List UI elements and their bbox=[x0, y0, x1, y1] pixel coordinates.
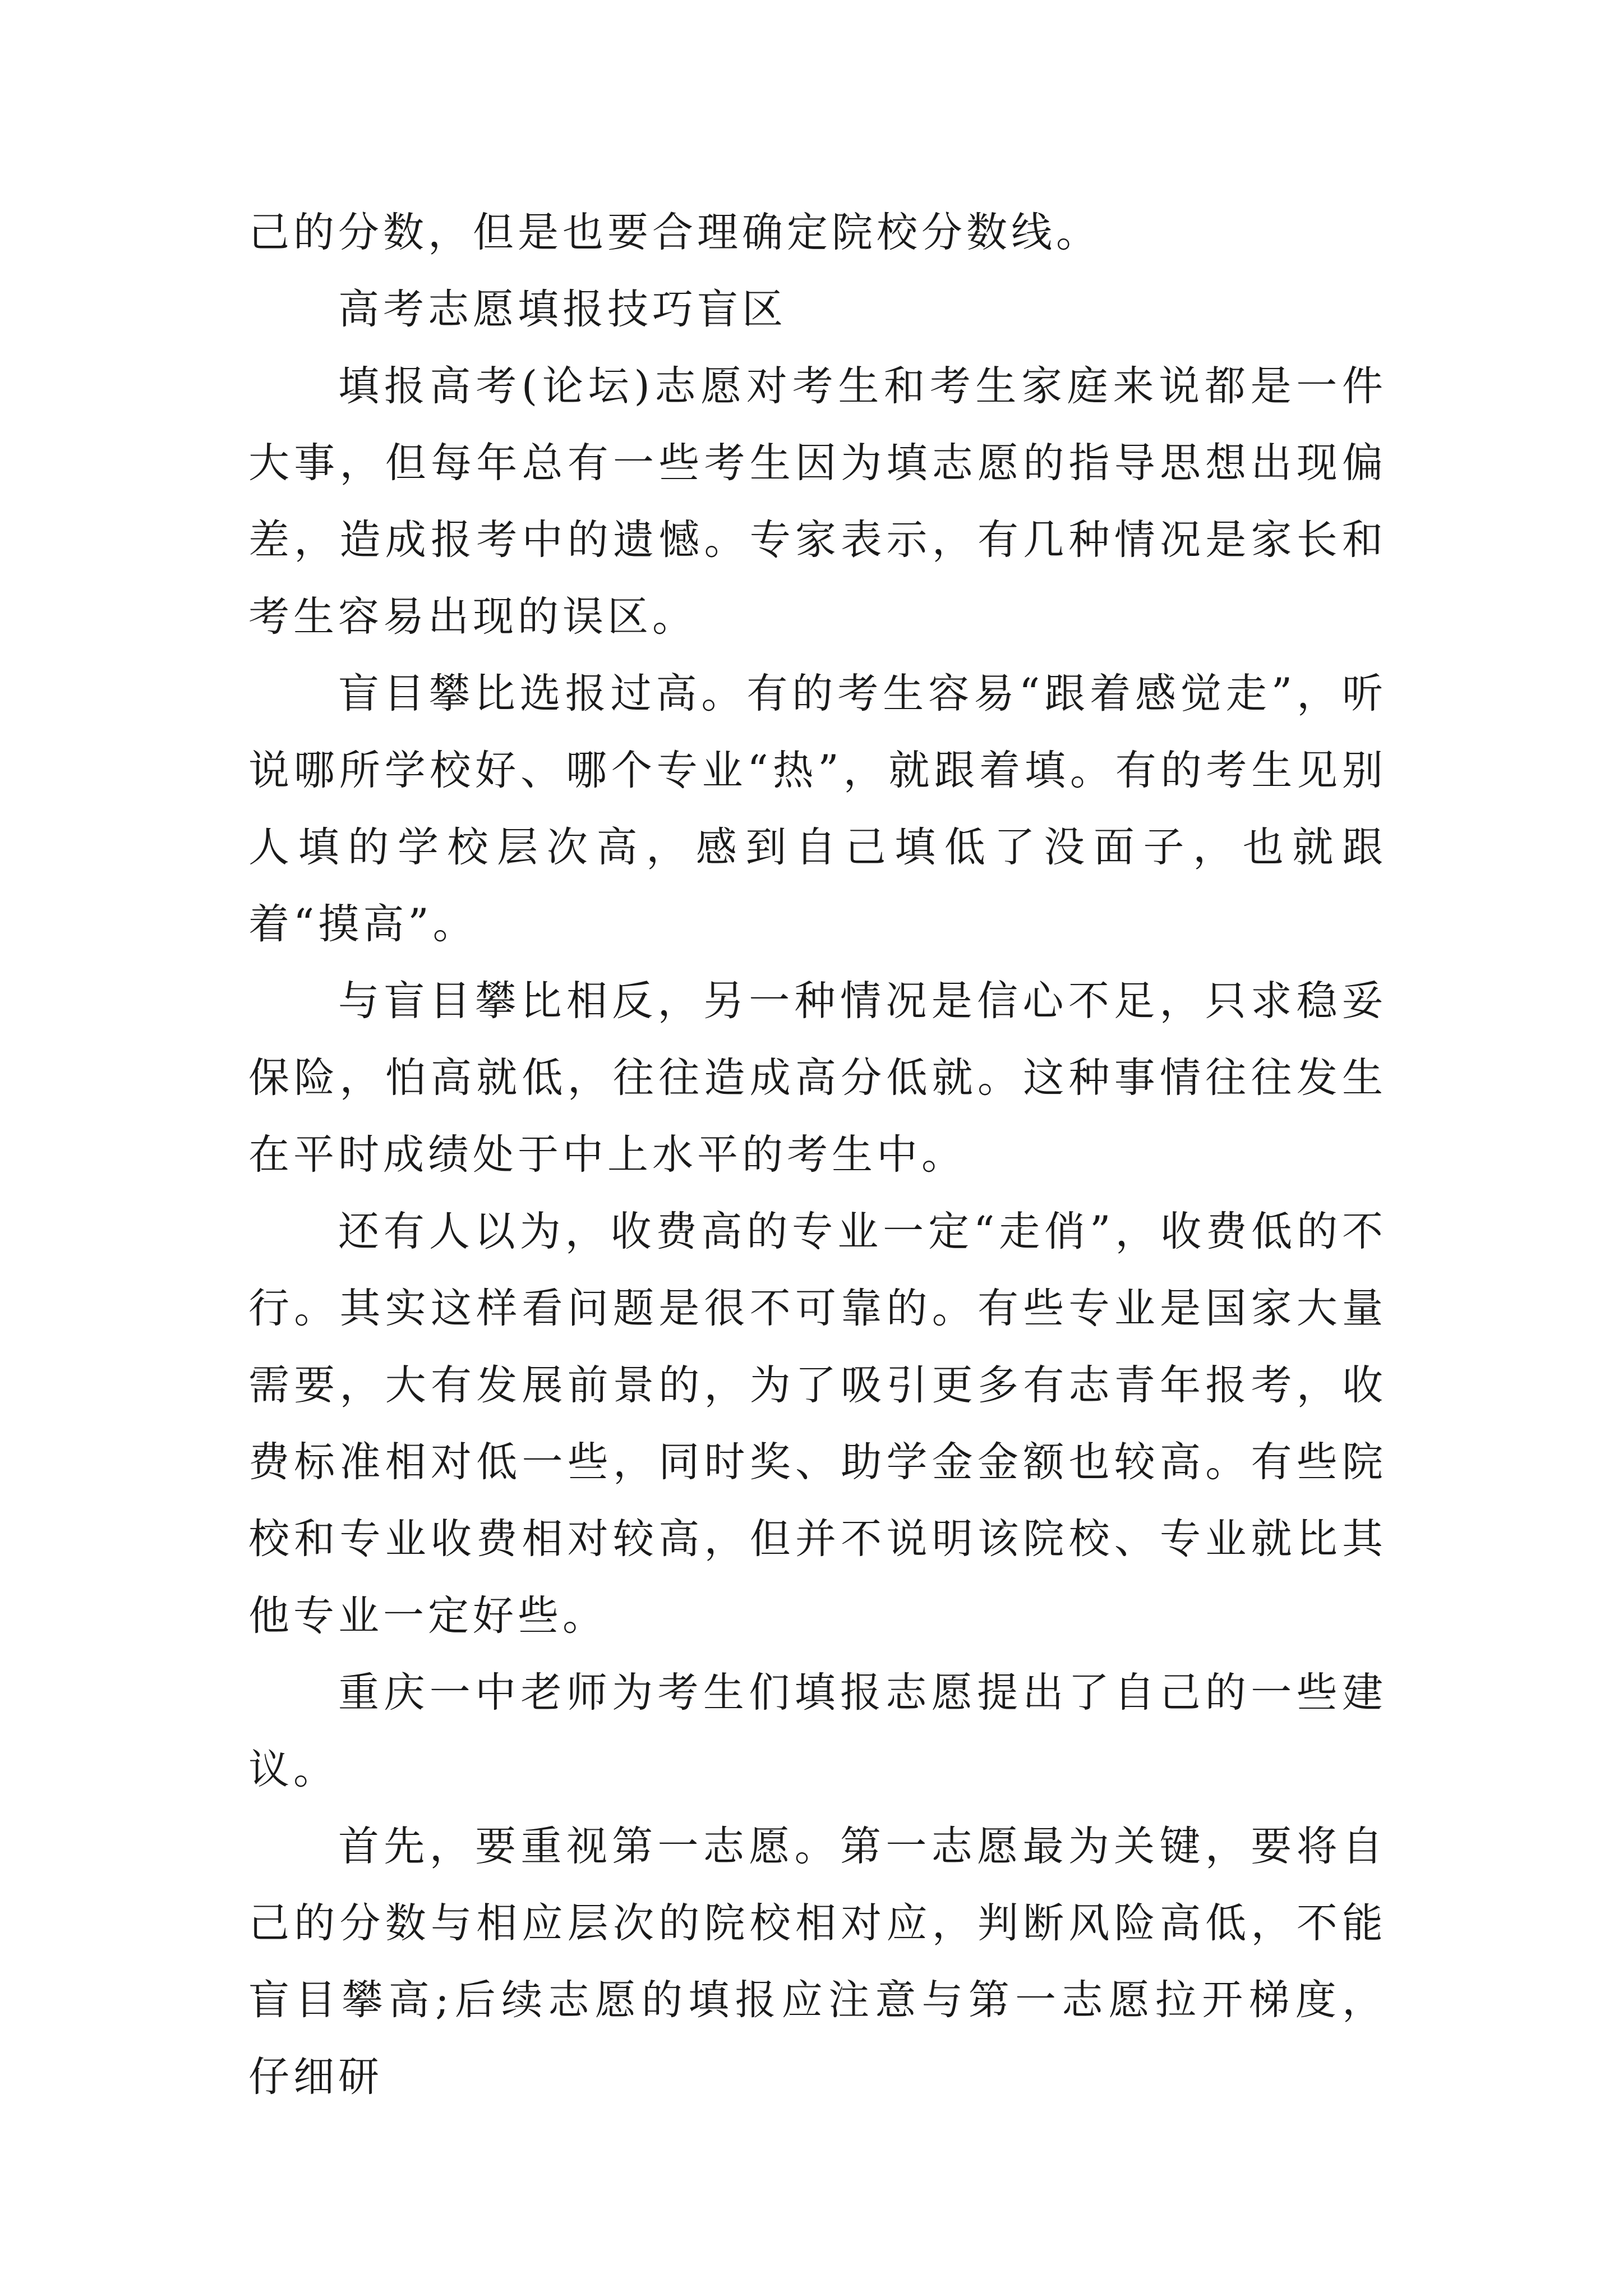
section-heading: 高考志愿填报技巧盲区 bbox=[338, 286, 787, 333]
paragraph: 盲目攀比选报过高。有的考生容易“跟着感觉走”，听说哪所学校好、哪个专业“热”，就跟着填。有的考生见别人填的学校层次高，感到自己填低了没面子，也就跟着“摸高”。 bbox=[248, 670, 1387, 948]
body-text bbox=[248, 194, 1387, 2115]
paragraph-continuation: 己的分数，但是也要合理确定院校分数线。 bbox=[248, 209, 1101, 256]
paragraph: 重庆一中老师为考生们填报志愿提出了自己的一些建议。 bbox=[248, 1669, 1387, 1793]
paragraph: 与盲目攀比相反，另一种情况是信心不足，只求稳妥保险，怕高就低，往往造成高分低就。这种事情往往发生在平时成绩处于中上水平的考生中。 bbox=[248, 977, 1387, 1179]
paragraph: 首先，要重视第一志愿。第一志愿最为关键，要将自己的分数与相应层次的院校相对应，判断风险高低，不能盲目攀高;后续志愿的填报应注意与第一志愿拉开梯度，仔细研 bbox=[248, 1823, 1387, 2101]
paragraph: 还有人以为，收费高的专业一定“走俏”，收费低的不行。其实这样看问题是很不可靠的。有些专业是国家大量需要，大有发展前景的，为了吸引更多有志青年报考，收费标准相对低一些，同时奖、助学金金额也较高。有些院校和专业收费相对较高，但并不说明该院校、专业就比其他专业一定好些。 bbox=[248, 1208, 1387, 1640]
paragraph: 填报高考(论坛)志愿对考生和考生家庭来说都是一件大事，但每年总有一些考生因为填志愿的指导思想出现偏差，造成报考中的遗憾。专家表示，有几种情况是家长和考生容易出现的误区。 bbox=[248, 362, 1387, 641]
